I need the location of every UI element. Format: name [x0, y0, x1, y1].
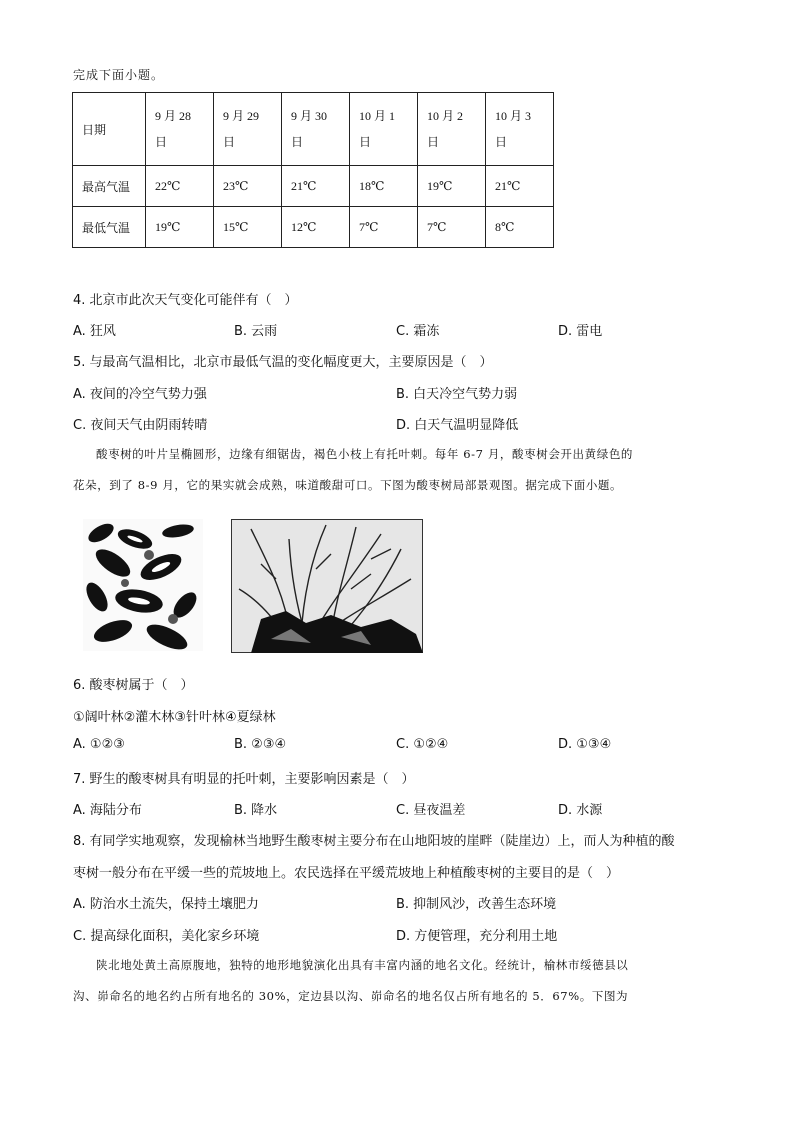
- date-month: 9 月 30: [291, 109, 328, 123]
- date-month: 10 月 3: [495, 109, 532, 123]
- q7-option-b: B. 降水: [234, 803, 278, 818]
- table-row: [73, 93, 554, 166]
- table-cell: 22℃: [146, 166, 214, 207]
- q6-option-d: D. ①③④: [558, 737, 612, 752]
- q6-choices: ①阔叶林②灌木林③针叶林④夏绿林: [73, 710, 276, 725]
- q7-option-c: C. 昼夜温差: [396, 803, 466, 818]
- date-month: 9 月 29: [223, 109, 260, 123]
- date-cell: [418, 93, 486, 166]
- passage-1-line-2: 花朵，到了 8-9 月，它的果实就会成熟，味道酸甜可口。下图为酸枣树局部景观图。据完成下面小题。: [73, 478, 623, 492]
- q5-option-a: A. 夜间的冷空气势力强: [73, 387, 207, 402]
- date-day: 日: [291, 135, 304, 149]
- q8-option-a: A. 防治水土流失，保持土壤肥力: [73, 897, 259, 912]
- table-cell: 21℃: [486, 166, 554, 207]
- table-cell: 12℃: [282, 207, 350, 248]
- temperature-table: [72, 92, 554, 248]
- date-day: 日: [495, 135, 508, 149]
- date-month: 10 月 1: [359, 109, 396, 123]
- q5-option-d: D. 白天气温明显降低: [396, 418, 519, 433]
- q7-option-d: D. 水源: [558, 803, 603, 818]
- q8-option-d: D. 方便管理，充分利用土地: [396, 929, 558, 944]
- date-day: 日: [359, 135, 372, 149]
- date-day: 日: [223, 135, 236, 149]
- q6-option-b: B. ②③④: [234, 737, 287, 752]
- question-8-stem-line-1: 8. 有同学实地观察，发现榆林当地野生酸枣树主要分布在山地阳坡的崖畔（陡崖边）上，而人为种植的酸: [73, 834, 675, 849]
- question-4-stem: 4. 北京市此次天气变化可能伴有（ ）: [73, 293, 298, 308]
- date-day: 日: [155, 135, 168, 149]
- date-cell: [214, 93, 282, 166]
- table-cell: 23℃: [214, 166, 282, 207]
- question-6-stem: 6. 酸枣树属于（ ）: [73, 678, 194, 693]
- q8-option-b: B. 抑制风沙，改善生态环境: [396, 897, 557, 912]
- table-cell: 8℃: [486, 207, 554, 248]
- table-cell: 7℃: [418, 207, 486, 248]
- table-cell: 19℃: [146, 207, 214, 248]
- question-7-stem: 7. 野生的酸枣树具有明显的托叶刺，主要影响因素是（ ）: [73, 772, 415, 787]
- q5-option-c: C. 夜间天气由阴雨转晴: [73, 418, 208, 433]
- q7-option-a: A. 海陆分布: [73, 803, 142, 818]
- passage-2-line-2: 沟、峁命名的地名约占所有地名的 30%，定边县以沟、峁命名的地名仅占所有地名的 5．67%。下图为: [73, 989, 629, 1003]
- date-month: 10 月 2: [427, 109, 464, 123]
- q4-option-b: B. 云雨: [234, 324, 278, 339]
- table-cell: 18℃: [350, 166, 418, 207]
- q5-option-b: B. 白天冷空气势力弱: [396, 387, 518, 402]
- table-cell: 19℃: [418, 166, 486, 207]
- passage-1-line-1: 酸枣树的叶片呈椭圆形，边缘有细锯齿，褐色小枝上有托叶刺。每年 6-7 月，酸枣树会开出黄绿色的: [96, 447, 634, 461]
- row-label: 最高气温: [73, 166, 146, 207]
- table-header-cell: 日期: [73, 93, 146, 166]
- table-row: [73, 207, 554, 248]
- q6-option-c: C. ①②④: [396, 737, 449, 752]
- date-day: 日: [427, 135, 440, 149]
- jujube-leaves-photo-icon: [83, 519, 203, 651]
- date-cell: [146, 93, 214, 166]
- q4-option-a: A. 狂风: [73, 324, 116, 339]
- q6-option-a: A. ①②③: [73, 737, 125, 752]
- date-cell: [350, 93, 418, 166]
- date-month: 9 月 28: [155, 109, 192, 123]
- q8-option-c: C. 提高绿化面积，美化家乡环境: [73, 929, 260, 944]
- q4-option-d: D. 雷电: [558, 324, 603, 339]
- table-cell: 7℃: [350, 207, 418, 248]
- jujube-shrub-photo-icon: [231, 519, 423, 653]
- intro-tail: 完成下面小题。: [73, 68, 165, 82]
- passage-2-line-1: 陕北地处黄土高原腹地，独特的地形地貌演化出具有丰富内涵的地名文化。经统计，榆林市绥德县以: [96, 958, 629, 972]
- table-cell: 21℃: [282, 166, 350, 207]
- table-row: [73, 166, 554, 207]
- date-cell: [282, 93, 350, 166]
- date-cell: [486, 93, 554, 166]
- q4-option-c: C. 霜冻: [396, 324, 440, 339]
- question-8-stem-line-2: 枣树一般分布在平缓一些的荒坡地上。农民选择在平缓荒坡地上种植酸枣树的主要目的是（ ）: [73, 866, 620, 881]
- table-cell: 15℃: [214, 207, 282, 248]
- row-label: 最低气温: [73, 207, 146, 248]
- question-5-stem: 5. 与最高气温相比，北京市最低气温的变化幅度更大，主要原因是（ ）: [73, 355, 493, 370]
